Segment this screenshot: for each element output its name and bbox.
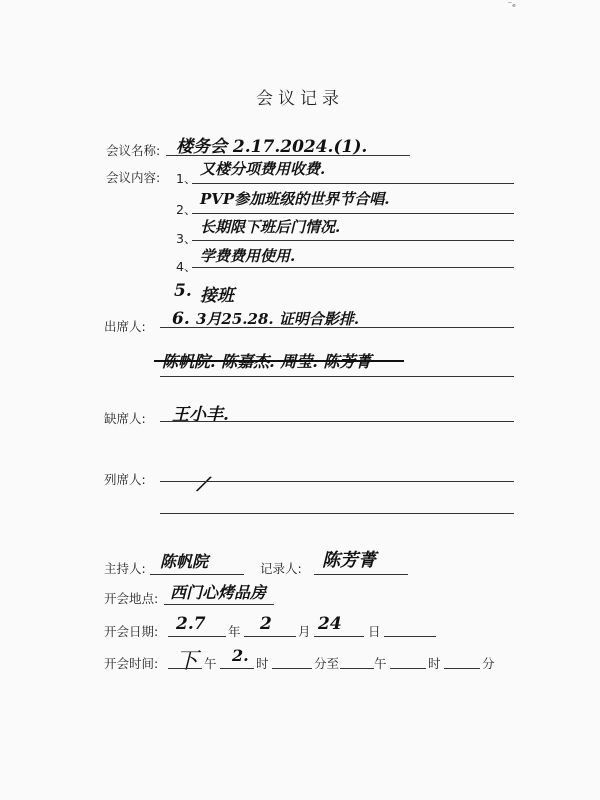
content-item-2-line (192, 213, 514, 214)
location-label: 开会地点: (104, 591, 159, 606)
time-hour-unit-2: 时 (428, 656, 441, 671)
time-minute-unit: 分至 (314, 656, 340, 671)
attendees-label: 出席人: (104, 319, 146, 334)
content-item-6-num: 6. (172, 309, 190, 329)
time-noon2-line (340, 668, 374, 669)
time-noon-unit-2: 午 (374, 656, 387, 671)
time-ampm-line (168, 668, 202, 669)
content-item-4-text: 学费费用使用. (200, 247, 296, 265)
attendees-value: 陈帆院. 陈嘉杰. 周莹. 陈芳菁 (162, 352, 372, 371)
location-value: 西门心烤品房 (170, 583, 267, 602)
date-month-unit: 月 (298, 624, 311, 639)
content-item-5-num: 5. (174, 281, 192, 301)
time-minute-unit-2: 分 (482, 656, 495, 671)
time-minute2-line (444, 668, 480, 669)
absentees-line (160, 421, 514, 422)
location-line (164, 604, 274, 605)
date-year-unit: 年 (228, 624, 241, 639)
meeting-name-line (166, 155, 410, 156)
content-item-6-text: 3月25.28. 证明合影排. (196, 310, 360, 328)
date-month: 2 (260, 614, 272, 634)
host-value: 陈帆院 (160, 552, 209, 571)
recorder-label: 记录人: (260, 561, 302, 576)
corner-mark: ⁻ₑ (507, 0, 516, 10)
date-day-line (314, 636, 364, 637)
content-item-3-line (192, 240, 514, 241)
host-line (150, 574, 244, 575)
host-label: 主持人: (104, 561, 146, 576)
content-item-2-text: PVP参加班级的世界节合唱. (200, 190, 390, 208)
absentees-value: 王小丰. (172, 405, 229, 425)
attendees-line-1 (160, 327, 514, 328)
content-item-3-text: 长期限下班后门情况. (200, 218, 341, 236)
content-item-1-num: 1、 (176, 171, 197, 186)
date-year-line (168, 636, 226, 637)
meeting-name-label: 会议名称: (106, 143, 161, 158)
time-ampm: 下 (176, 649, 199, 674)
date-label: 开会日期: (104, 624, 159, 639)
page-title: 会议记录 (256, 89, 344, 109)
meeting-name-value: 楼务会 2.17.2024.(1). (176, 137, 368, 157)
date-day-unit: 日 (368, 624, 381, 639)
time-hour: 2. (232, 646, 249, 665)
content-item-4-line (192, 267, 514, 268)
attendees-line-2 (160, 376, 514, 377)
attendees-strikethrough (154, 360, 404, 362)
date-tail-line (384, 636, 436, 637)
content-item-4-num: 4、 (176, 259, 197, 274)
content-item-1-line (192, 183, 514, 184)
time-hour2-line (390, 668, 426, 669)
observers-line-1 (160, 481, 514, 482)
absentees-label: 缺席人: (104, 411, 146, 426)
recorder-line (314, 574, 408, 575)
observers-line-2 (160, 513, 514, 514)
time-hour-line (220, 668, 254, 669)
content-item-5-text: 接班 (200, 286, 234, 306)
date-day: 24 (318, 614, 342, 634)
time-label: 开会时间: (104, 656, 159, 671)
observers-label: 列席人: (104, 472, 146, 487)
observers-value: / (196, 471, 212, 498)
time-hour-unit: 时 (256, 656, 269, 671)
time-minute-line (272, 668, 312, 669)
content-item-1-text: 又楼分项费用收费. (200, 160, 326, 178)
content-item-3-num: 3、 (176, 231, 197, 246)
recorder-value: 陈芳菁 (322, 550, 376, 571)
time-noon-unit: 午 (204, 656, 217, 671)
meeting-content-label: 会议内容: (106, 170, 161, 185)
date-month-line (244, 636, 296, 637)
content-item-2-num: 2、 (176, 202, 197, 217)
date-year: 2.7 (176, 614, 206, 634)
